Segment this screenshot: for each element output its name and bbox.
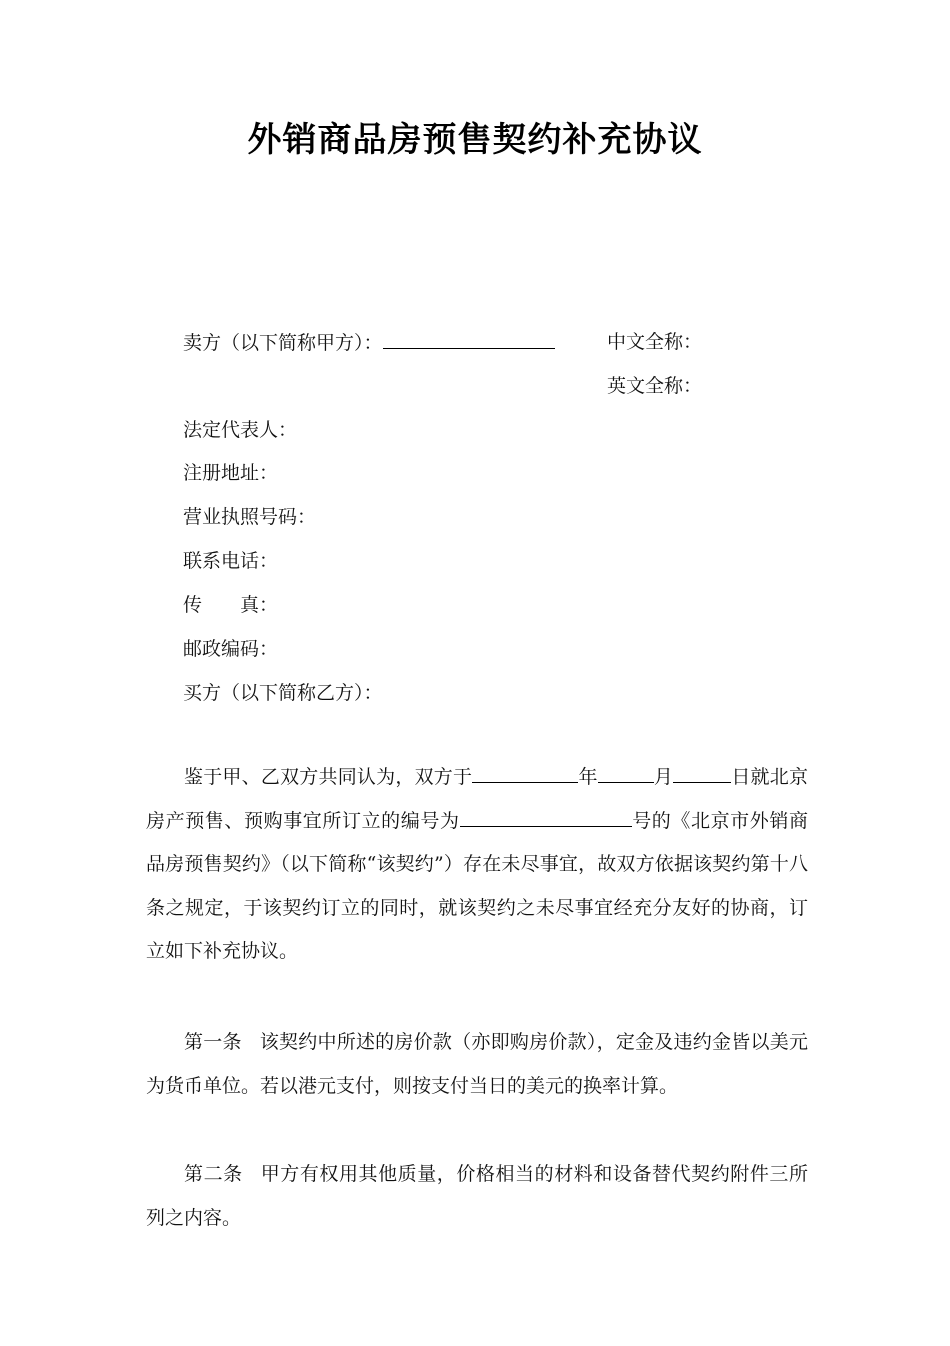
contract-number-blank bbox=[460, 808, 632, 827]
month-blank bbox=[598, 764, 654, 783]
phone-label: 联系电话： bbox=[183, 550, 279, 572]
seller-label: 卖方（以下简称甲方）： bbox=[183, 332, 383, 354]
seller-line bbox=[183, 330, 555, 355]
year-blank bbox=[472, 764, 578, 783]
article-1 bbox=[146, 1021, 808, 1108]
preamble-part2: 年 bbox=[578, 766, 598, 788]
buyer-label: 买方（以下简称乙方）： bbox=[183, 682, 383, 704]
chinese-name-label: 中文全称： bbox=[607, 331, 703, 353]
fax-label: 传 真： bbox=[183, 594, 279, 616]
article-2 bbox=[146, 1153, 808, 1240]
license-label: 营业执照号码： bbox=[183, 506, 317, 528]
preamble-part3: 月 bbox=[653, 766, 674, 788]
preamble-part1: 鉴于甲、乙双方共同认为，双方于 bbox=[184, 766, 473, 788]
preamble-part4: 日就北京房产预售、预购事宜所订立的编号为 bbox=[146, 766, 808, 832]
article-1-label: 第一条 bbox=[184, 1031, 242, 1053]
seller-blank bbox=[383, 330, 555, 349]
english-name-label: 英文全称： bbox=[607, 375, 703, 397]
document-title: 外销商品房预售契约补充协议 bbox=[247, 120, 703, 160]
postcode-label: 邮政编码： bbox=[183, 638, 279, 660]
article-2-text: 甲方有权用其他质量，价格相当的材料和设备替代契约附件三所列之内容。 bbox=[146, 1163, 808, 1229]
legal-rep-label: 法定代表人： bbox=[183, 419, 298, 441]
article-1-text: 该契约中所述的房价款（亦即购房价款），定金及违约金皆以美元为货币单位。若以港元支付，则按支付当日的美元的换率计算。 bbox=[146, 1031, 808, 1097]
preamble-paragraph bbox=[146, 756, 808, 974]
day-blank bbox=[673, 764, 731, 783]
reg-address-label: 注册地址： bbox=[183, 462, 279, 484]
preamble-part5: 号的《北京市外销商品房预售契约》（以下简称“该契约”）存在未尽事宜，故双方依据该契约第十八条之规定，于该契约订立的同时，就该契约之未尽事宜经充分友好的协商，订立如下补充协议。 bbox=[146, 809, 808, 962]
article-2-label: 第二条 bbox=[184, 1163, 243, 1185]
